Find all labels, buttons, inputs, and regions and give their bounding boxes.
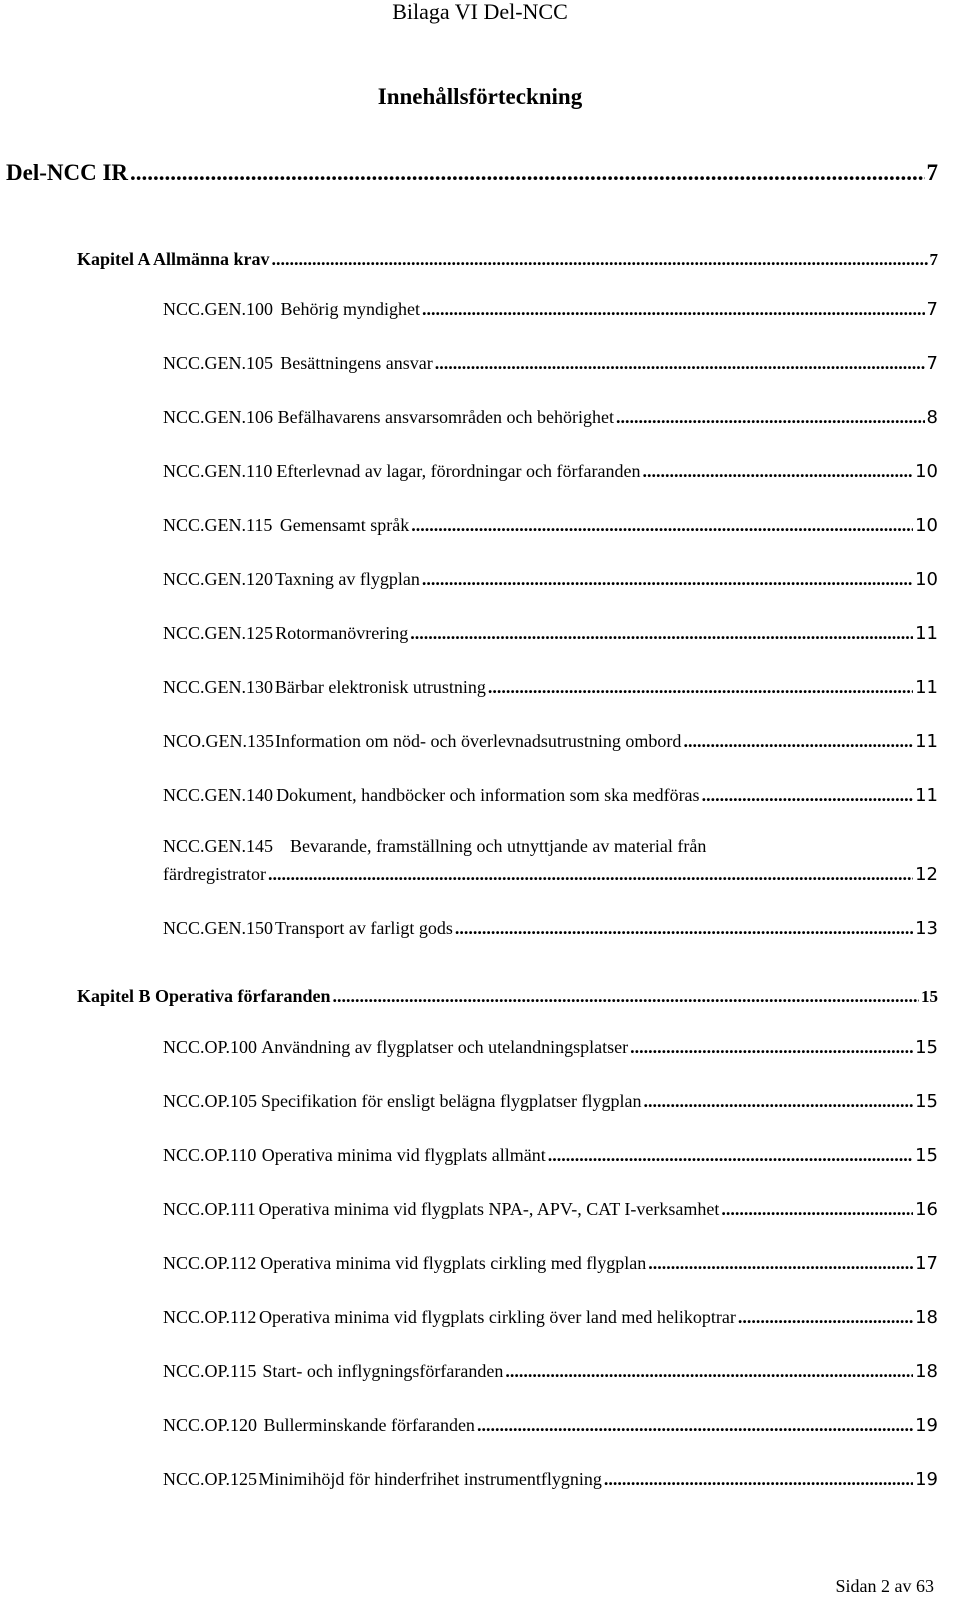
toc-entry-page: 7 [926,299,938,320]
toc-entry-page: 8 [926,407,938,428]
toc-entry-code: NCC.GEN.140 [163,785,274,805]
dot-leader [435,353,925,374]
toc-entry-code: NCC.GEN.150 [163,918,274,938]
toc-entry-code: NCC.OP.112 [163,1307,257,1327]
dot-leader [630,1037,913,1058]
dot-leader [738,1307,913,1328]
toc-entry-code: NCO.GEN.135 [163,731,274,751]
toc-entry[interactable] [163,1307,938,1328]
toc-entry-title: Dokument, handböcker och information som ska medföras [276,785,700,805]
toc-entry-code: NCC.OP.125 [163,1469,258,1489]
toc-entry[interactable] [163,1469,938,1490]
toc-entry-code: NCC.OP.120 [163,1415,258,1435]
dot-leader [477,1415,913,1436]
toc-entry[interactable] [163,299,938,320]
dot-leader [616,407,925,428]
toc-chapter-page: 7 [929,250,938,269]
page-footer: Sidan 2 av 63 [835,1576,934,1596]
toc-entry[interactable] [163,785,938,806]
toc-entry[interactable] [163,918,938,939]
toc-entry[interactable] [163,569,938,590]
page-header: Bilaga VI Del-NCC [392,0,568,24]
dot-leader [272,249,928,270]
dot-leader [268,864,913,885]
toc-entry-gen145-line2[interactable] [163,864,938,885]
toc-entry-page: 13 [915,918,938,939]
toc-entry-title-cont: färdregistrator [163,864,266,884]
toc-entry-page: 15 [915,1091,938,1112]
dot-leader [130,160,924,186]
toc-entry-title: Operativa minima vid flygplats cirkling över land med helikoptrar [258,1307,736,1327]
toc-entry[interactable] [163,353,938,374]
toc-entry[interactable] [163,461,938,482]
toc-entry-title: Befälhavarens ansvarsområden och behörighet [277,407,614,427]
dot-leader [683,731,913,752]
toc-entry-code: NCC.GEN.125 [163,623,274,643]
toc-entry-title: Start- och inflygningsförfaranden [262,1361,504,1381]
toc-entry-page: 10 [915,461,938,482]
toc-entry[interactable] [163,1037,938,1058]
toc-entry-page: 16 [915,1199,938,1220]
toc-entry-title: Användning av flygplatser och utelandningsplatser [261,1037,629,1057]
toc-entry-page: 10 [915,569,938,590]
toc-entry-code: NCC.GEN.106 [163,407,274,427]
dot-leader [721,1199,913,1220]
toc-entry-title: Bärbar elektronisk utrustning [274,677,486,697]
toc-entry[interactable] [163,731,938,752]
toc-entry-title: Minimihöjd för hinderfrihet instrumentflygning [258,1469,602,1489]
toc-entry-page: 11 [915,731,938,752]
toc-entry-page: 7 [926,160,938,185]
toc-entry[interactable] [163,1253,938,1274]
toc-entry-code: NCC.OP.100 [163,1037,258,1057]
toc-entry-page: 19 [915,1415,938,1436]
toc-entry-title: Efterlevnad av lagar, förordningar och förfaranden [276,461,641,481]
toc-entry-page: 15 [915,1037,938,1058]
toc-entry-code: NCC.GEN.120 [163,569,274,589]
toc-entry[interactable] [163,1199,938,1220]
toc-entry-title: Besättningens ansvar [280,353,433,373]
toc-entry-page: 18 [915,1361,938,1382]
toc-title: Innehållsförteckning [377,84,583,109]
toc-entry-title: Transport av farligt gods [275,918,453,938]
dot-leader [332,986,919,1007]
toc-entry-code: NCC.OP.112 [163,1253,257,1273]
toc-entry-title: Behörig myndighet [280,299,420,319]
toc-entry-title: Specifikation för ensligt belägna flygplatser flygplan [261,1091,642,1111]
toc-entry-title: Rotormanövrering [275,623,409,643]
toc-chapter-b[interactable] [77,986,938,1007]
toc-chapter-label: Kapitel B Operativa förfaranden [77,986,331,1006]
toc-entry[interactable] [163,1145,938,1166]
toc-entry[interactable] [163,515,938,536]
toc-entry-del-ncc-ir[interactable] [6,160,938,186]
toc-entry-page: 17 [915,1253,938,1274]
toc-entry-label: Del-NCC IR [6,160,129,185]
toc-entry-title: Bevarande, framställning och utnyttjande av material från [290,836,707,856]
dot-leader [422,569,913,590]
toc-entry[interactable] [163,677,938,698]
toc-entry[interactable] [163,407,938,428]
toc-entry-page: 12 [915,864,938,885]
toc-entry-code: NCC.OP.105 [163,1091,258,1111]
toc-entry[interactable] [163,1415,938,1436]
toc-entry-title: Gemensamt språk [279,515,410,535]
dot-leader [643,1091,913,1112]
toc-entry-code: NCC.GEN.100 [163,299,274,319]
dot-leader [548,1145,913,1166]
toc-entry-gen145-line1[interactable] [163,836,706,857]
dot-leader [505,1361,913,1382]
toc-entry-code: NCC.OP.115 [163,1361,257,1381]
toc-entry-code: NCC.GEN.110 [163,461,273,481]
toc-entry-code: NCC.GEN.115 [163,515,273,535]
toc-entry-page: 11 [915,677,938,698]
toc-entry-title: Operativa minima vid flygplats cirkling med flygplan [260,1253,647,1273]
toc-chapter-a[interactable] [77,249,938,270]
dot-leader [642,461,913,482]
toc-chapter-label: Kapitel A Allmänna krav [77,249,270,269]
toc-entry-code: NCC.GEN.145 [163,836,274,856]
toc-entry-page: 18 [915,1307,938,1328]
toc-entry-title: Operativa minima vid flygplats allmänt [261,1145,546,1165]
dot-leader [648,1253,913,1274]
dot-leader [455,918,913,939]
toc-entry[interactable] [163,1361,938,1382]
toc-entry-page: 19 [915,1469,938,1490]
toc-entry-code: NCC.GEN.130 [163,677,274,697]
toc-entry[interactable] [163,623,938,644]
dot-leader [410,623,913,644]
toc-entry-title: Information om nöd- och överlevnadsutrustning ombord [275,731,682,751]
toc-entry-code: NCC.OP.110 [163,1145,257,1165]
toc-entry-page: 10 [915,515,938,536]
toc-entry-page: 11 [915,785,938,806]
dot-leader [422,299,925,320]
toc-entry[interactable] [163,1091,938,1112]
toc-entry-code: NCC.GEN.105 [163,353,274,373]
toc-entry-page: 15 [915,1145,938,1166]
toc-entry-page: 11 [915,623,938,644]
toc-entry-title: Bullerminskande förfaranden [263,1415,475,1435]
dot-leader [488,677,913,698]
toc-entry-title: Operativa minima vid flygplats NPA-, APV-, CAT I-verksamhet [258,1199,720,1219]
dot-leader [411,515,913,536]
toc-entry-page: 7 [926,353,938,374]
dot-leader [604,1469,913,1490]
dot-leader [702,785,914,806]
toc-chapter-page: 15 [921,987,938,1006]
toc-entry-title: Taxning av flygplan [275,569,420,589]
toc-entry-code: NCC.OP.111 [163,1199,256,1219]
